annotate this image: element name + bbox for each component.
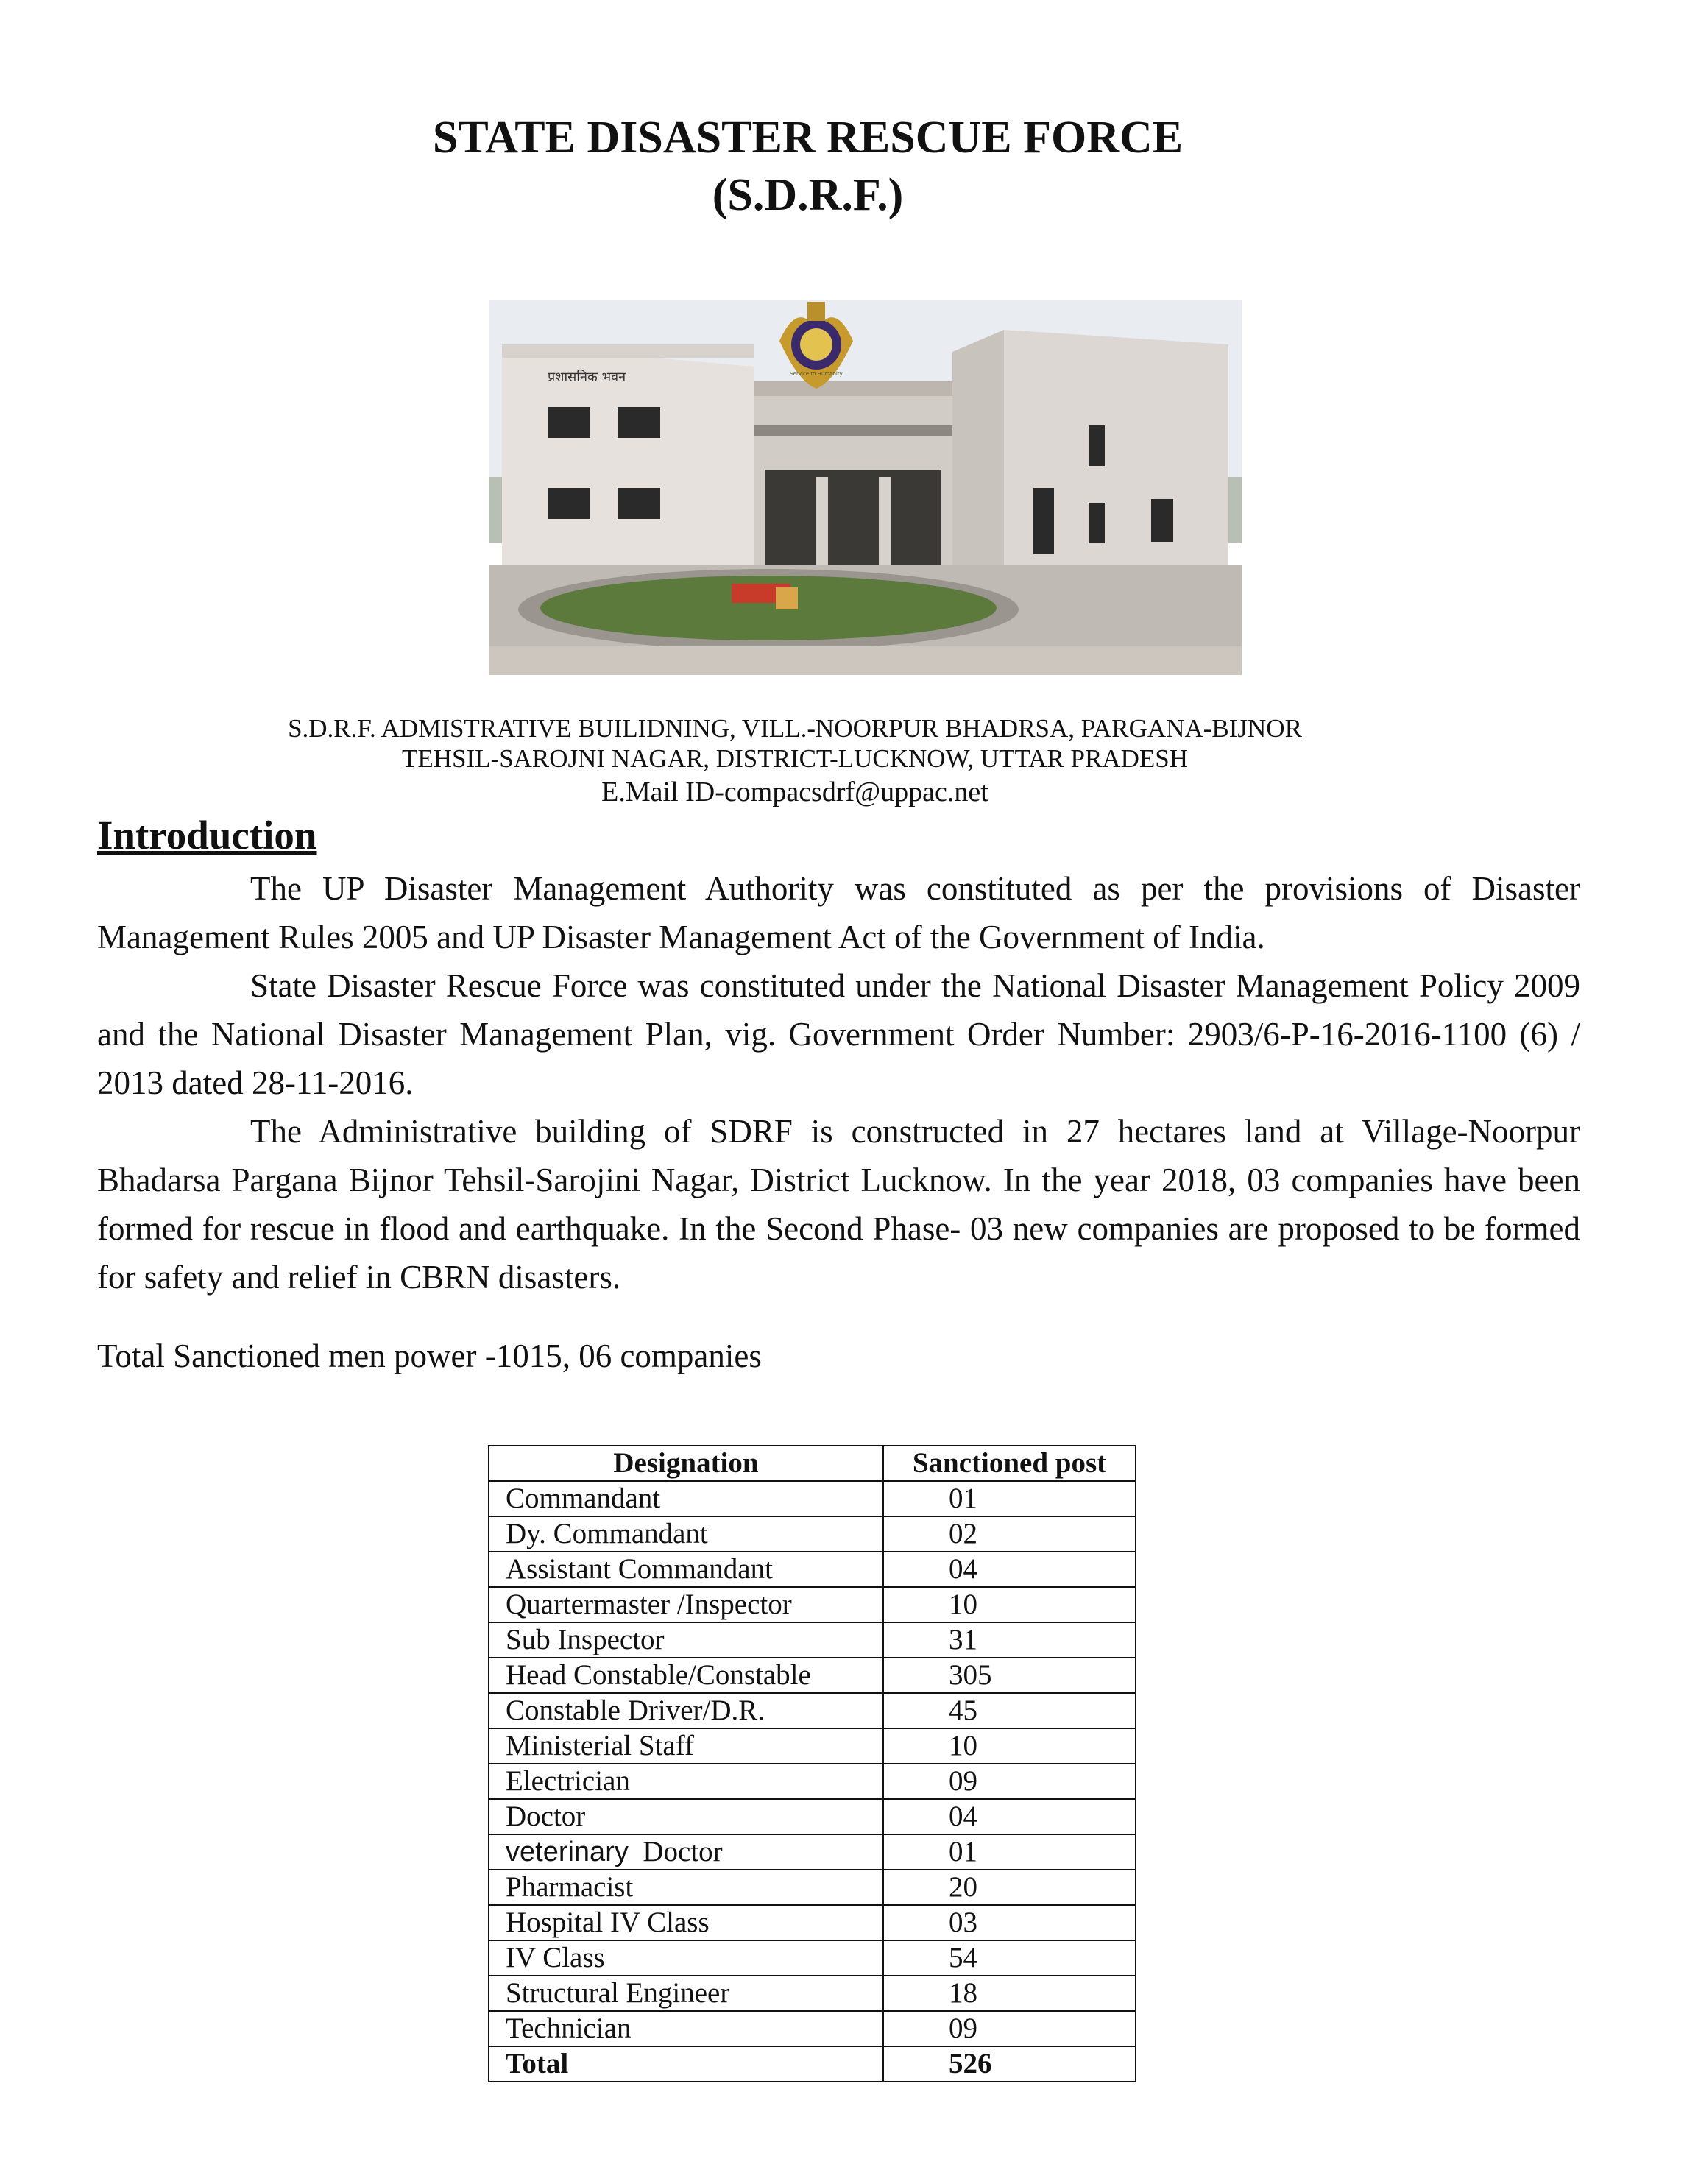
table-row: [489, 1516, 1136, 1552]
designation-cell: Sub Inspector: [489, 1622, 883, 1658]
building-sign-text: प्रशासनिक भवन: [548, 370, 626, 385]
sdrf-building-photo: [489, 300, 1242, 675]
total-label-cell: Total: [489, 2046, 883, 2082]
table-total-row: [489, 2046, 1136, 2082]
posts-cell: 09: [883, 1764, 1136, 1799]
designation-word-veterinary: veterinary: [506, 1837, 629, 1867]
intro-paragraph-3: The Administrative building of SDRF is constructed in 27 hectares land at Village-Noorpur Bhadarsa Pargana Bijnor Tehsil-Sarojini Nagar, District Lucknow. In the year 2018, 03 companies have been formed for rescue in flood and earthquake. In the Second Phase- 03 new companies are proposed to be formed for safety and relief in CBRN disasters.: [97, 1113, 1580, 1296]
table-header-row: [489, 1446, 1136, 1481]
address-line-1: S.D.R.F. ADMISTRATIVE BUILIDNING, VILL.-NOORPUR BHADRSA, PARGANA-BIJNOR: [288, 714, 1302, 743]
posts-cell: 31: [883, 1622, 1136, 1658]
designation-cell: Doctor: [489, 1799, 883, 1834]
posts-cell: 01: [883, 1481, 1136, 1516]
document-subtitle: (S.D.R.F.): [712, 170, 904, 220]
table-row: [489, 1481, 1136, 1516]
total-manpower-line: Total Sanctioned men power -1015, 06 companies: [97, 1337, 762, 1374]
address-line-2: TEHSIL-SAROJNI NAGAR, DISTRICT-LUCKNOW, UTTAR PRADESH: [402, 744, 1188, 773]
column-header-designation: Designation: [489, 1446, 883, 1481]
posts-cell: 305: [883, 1658, 1136, 1693]
designation-cell: Dy. Commandant: [489, 1516, 883, 1552]
posts-cell: 18: [883, 1976, 1136, 2011]
designation-cell: Electrician: [489, 1764, 883, 1799]
table-row: [489, 1693, 1136, 1728]
designation-cell: Ministerial Staff: [489, 1728, 883, 1764]
posts-cell: 04: [883, 1552, 1136, 1587]
intro-paragraph-2: State Disaster Rescue Force was constituted under the National Disaster Management Policy 2009 and the National Disaster Management Plan, vig. Government Order Number: 2903/6-P-16-2016-1100 (6) / 2013 dated 28-11-2016.: [97, 967, 1580, 1101]
table-row: [489, 1552, 1136, 1587]
posts-cell: 10: [883, 1587, 1136, 1622]
posts-cell: 10: [883, 1728, 1136, 1764]
designation-cell: [489, 1834, 883, 1870]
table-row: [489, 1658, 1136, 1693]
table-row: [489, 1764, 1136, 1799]
table-row: [489, 1834, 1136, 1870]
posts-cell: 54: [883, 1940, 1136, 1976]
designation-cell: Technician: [489, 2011, 883, 2046]
table-row: [489, 1976, 1136, 2011]
svg-text:Service to Humanity: Service to Humanity: [790, 371, 843, 377]
designation-cell: Assistant Commandant: [489, 1552, 883, 1587]
table-row: [489, 1940, 1136, 1976]
section-heading-introduction: Introduction: [97, 813, 317, 858]
column-header-sanctioned-post: Sanctioned post: [883, 1446, 1136, 1481]
table-row: [489, 2011, 1136, 2046]
posts-cell: 02: [883, 1516, 1136, 1552]
designation-cell: Constable Driver/D.R.: [489, 1693, 883, 1728]
designation-word-doctor: Doctor: [643, 1836, 723, 1867]
email-line: E.Mail ID-compacsdrf@uppac.net: [601, 777, 988, 807]
posts-cell: 03: [883, 1905, 1136, 1940]
document-title: STATE DISASTER RESCUE FORCE: [432, 113, 1184, 163]
designation-cell: Head Constable/Constable: [489, 1658, 883, 1693]
table-row: [489, 1587, 1136, 1622]
designation-cell: IV Class: [489, 1940, 883, 1976]
posts-cell: 20: [883, 1870, 1136, 1905]
designation-cell: Hospital IV Class: [489, 1905, 883, 1940]
total-value-cell: 526: [883, 2046, 1136, 2082]
intro-paragraph-1: The UP Disaster Management Authority was constituted as per the provisions of Disaster Management Rules 2005 and UP Disaster Management Act of the Government of India.: [97, 870, 1580, 955]
table-row: [489, 1622, 1136, 1658]
posts-cell: 09: [883, 2011, 1136, 2046]
posts-cell: 04: [883, 1799, 1136, 1834]
designation-cell: Structural Engineer: [489, 1976, 883, 2011]
table-row: [489, 1799, 1136, 1834]
table-row: [489, 1728, 1136, 1764]
designation-cell: Pharmacist: [489, 1870, 883, 1905]
posts-cell: 01: [883, 1834, 1136, 1870]
designation-cell: Commandant: [489, 1481, 883, 1516]
table-row: [489, 1905, 1136, 1940]
table-row: [489, 1870, 1136, 1905]
designation-cell: Quartermaster /Inspector: [489, 1587, 883, 1622]
posts-cell: 45: [883, 1693, 1136, 1728]
sanctioned-posts-table: [488, 1445, 1136, 2082]
